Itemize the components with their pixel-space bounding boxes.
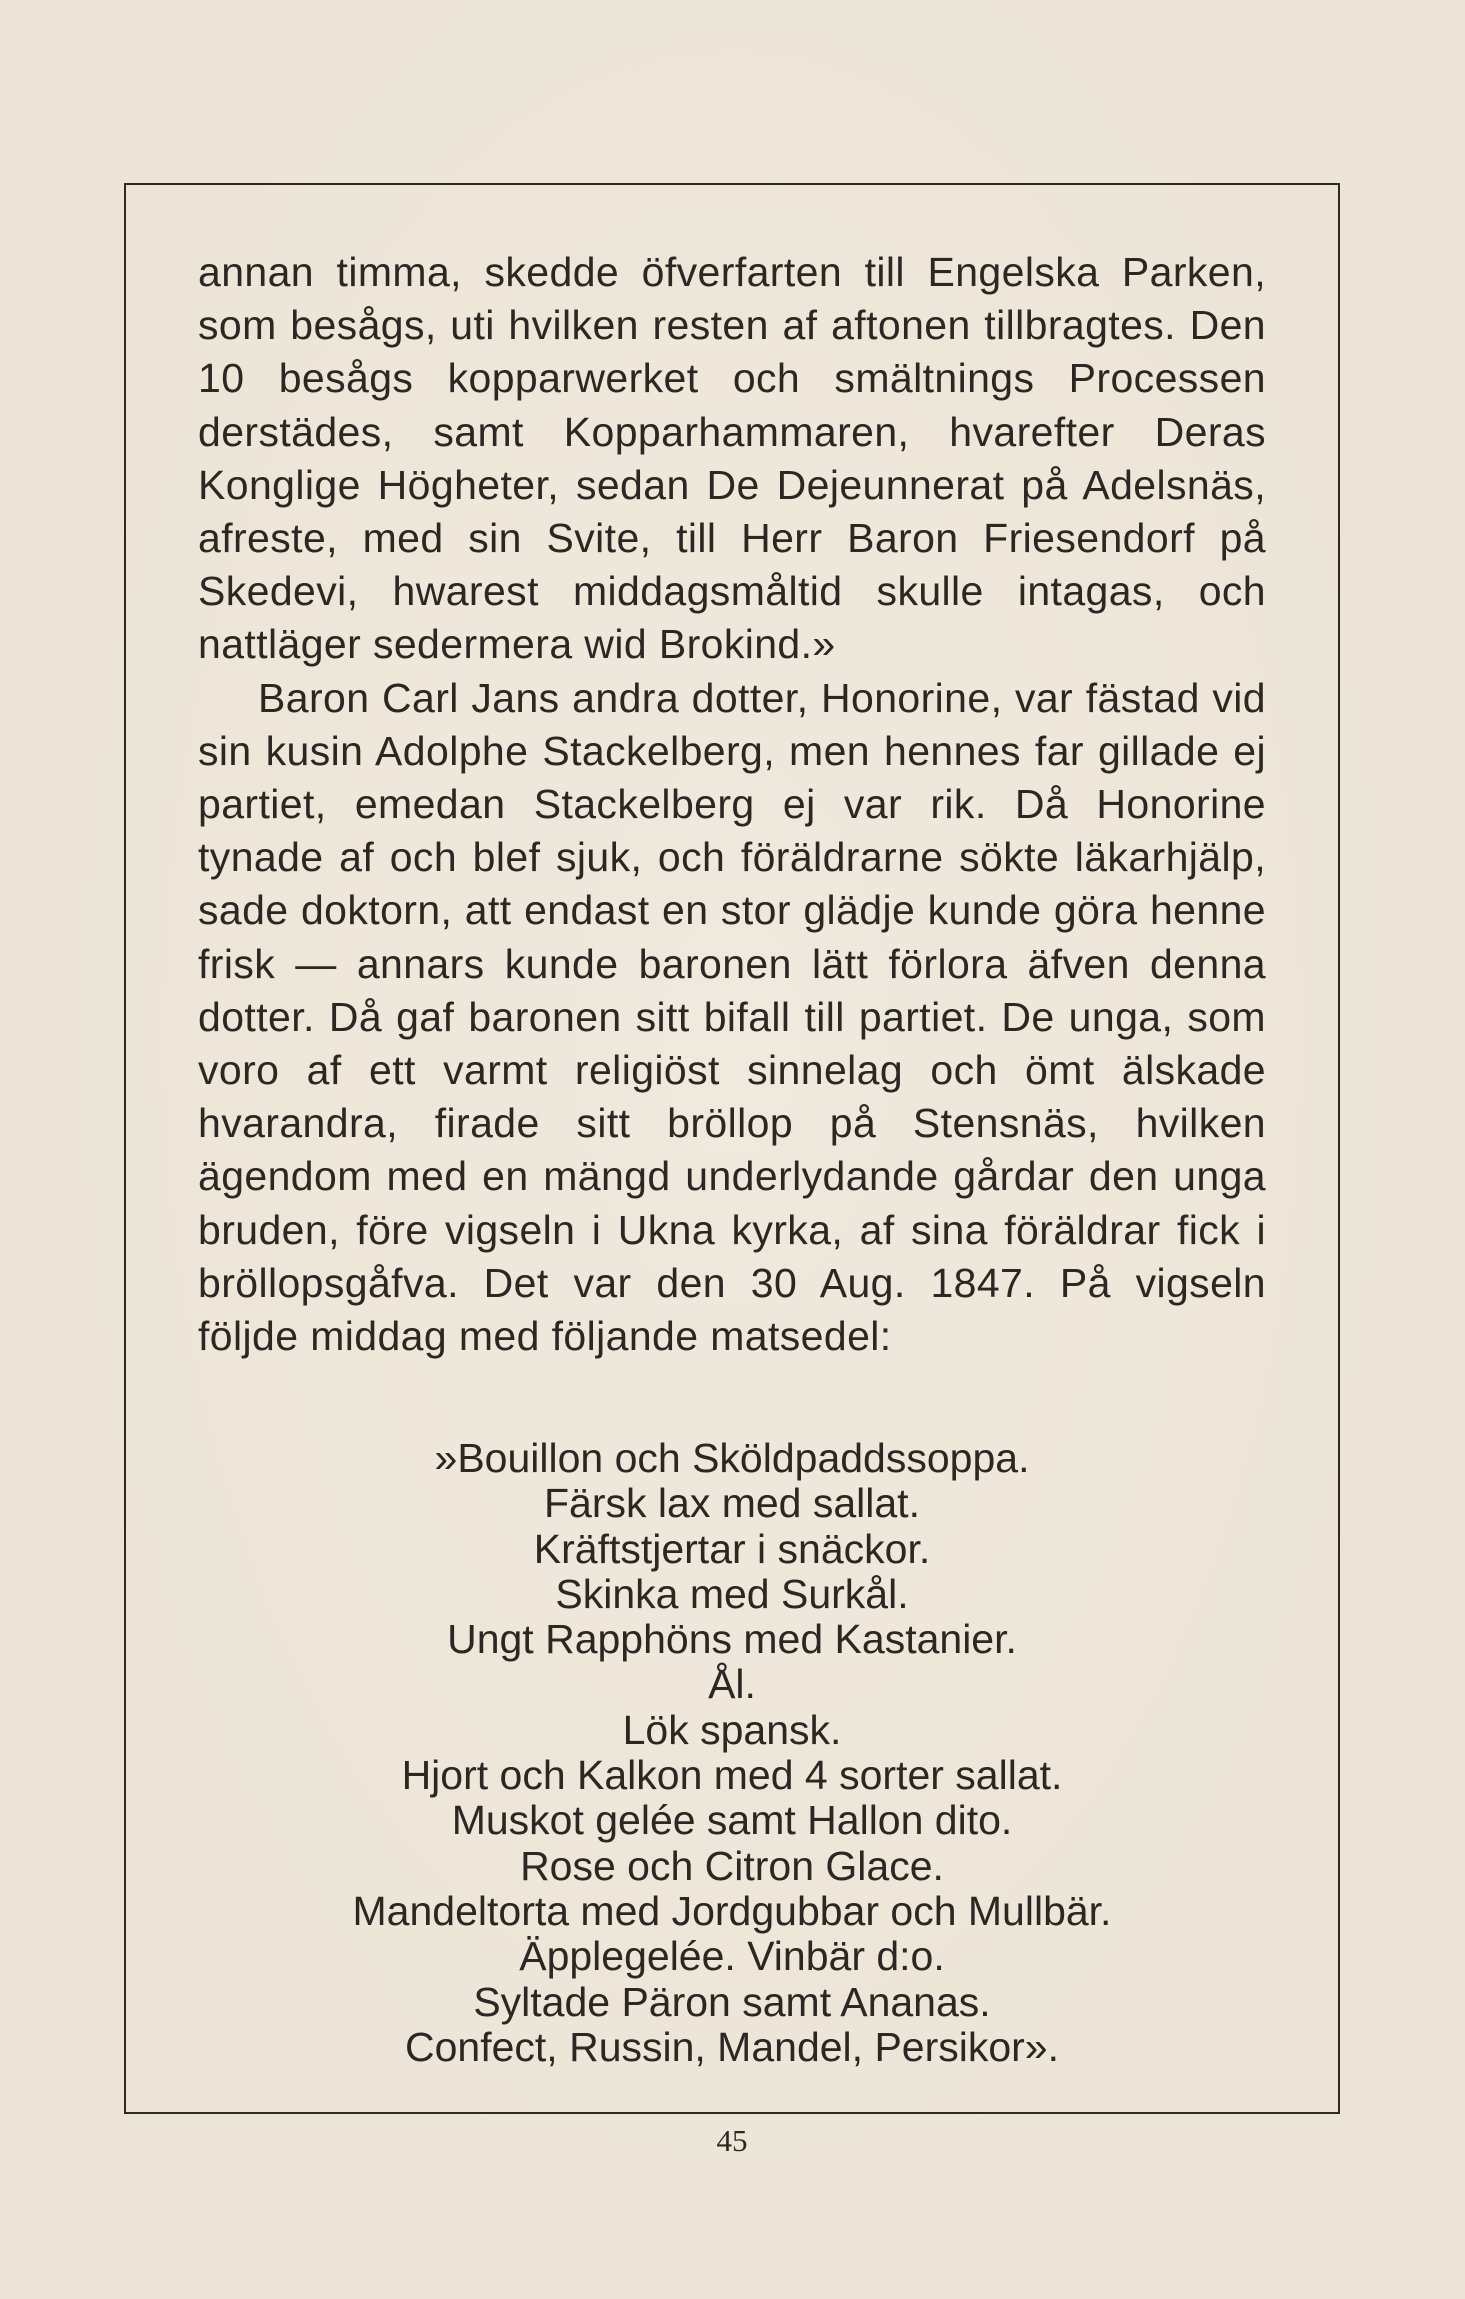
menu-item: »Bouillon och Sköldpaddssoppa. (434, 1435, 1030, 1481)
menu-item: Ungt Rapphöns med Kastanier. (447, 1616, 1017, 1663)
menu-item: Hjort och Kalkon med 4 sorter sallat. (401, 1752, 1063, 1799)
menu-item: Muskot gelée samt Hallon dito. (451, 1797, 1013, 1844)
menu-item: Lök spansk. (622, 1706, 842, 1753)
menu-item: Skinka med Surkål. (555, 1570, 909, 1617)
menu-item: Confect, Russin, Mandel, Persikor». (405, 2023, 1059, 2070)
paragraph-1: annan timma, skedde öfverfarten till Engelska Parken, som besågs, uti hvilken resten af aftonen tillbragtes. Den 10 besågs kopparwerket och smältnings Processen derstädes, samt Kopparhammaren, hvarefter Deras Konglige Högheter, sedan De Dejeunnerat på Adelsnäs, afreste, med sin Svite, till Herr Baron Friesendorf på Skedevi, hwarest middagsmåltid skulle intagas, och nattläger sedermera wid Brokind.» (198, 249, 1266, 668)
menu-item: Äpplegelée. Vinbär d:o. (519, 1933, 945, 1980)
bottom-rule (124, 2112, 1340, 2114)
menu-item: Kräftstjertar i snäckor. (533, 1525, 931, 1572)
paragraph-2: Baron Carl Jans andra dotter, Honorine, var fästad vid sin kusin Adolphe Stackelberg, men hennes far gillade ej partiet, emedan Stackelberg ej var rik. Då Honorine tynade af och blef sjuk, och föräldrarne sökte läkarhjälp, sade doktorn, att endast en stor glädje kunde göra henne frisk — annars kunde baronen lätt förlora äfven denna dotter. Då gaf baronen sitt bifall till partiet. De unga, som voro af ett varmt religiöst sinnelag och ömt älskade hvarandra, firade sitt bröllop på Stensnäs, hvilken ägendom med en mängd underlydande gårdar den unga bruden, före vigseln i Ukna kyrka, af sina föräldrar fick i bröllopsgåfva. Det var den 30 Aug. 1847. På vigseln följde middag med följande matsedel: (198, 674, 1266, 1360)
menu-list (198, 1436, 1266, 2070)
menu-item: Ål. (708, 1661, 756, 1708)
menu-item: Rose och Citron Glace. (520, 1842, 944, 1889)
body-text (198, 246, 1266, 1363)
menu-item: Syltade Päron samt Ananas. (473, 1978, 991, 2025)
menu-item: Färsk lax med sallat. (544, 1480, 920, 1527)
page-number: 45 (716, 2123, 748, 2158)
menu-item: Mandeltorta med Jordgubbar och Mullbär. (352, 1887, 1112, 1934)
